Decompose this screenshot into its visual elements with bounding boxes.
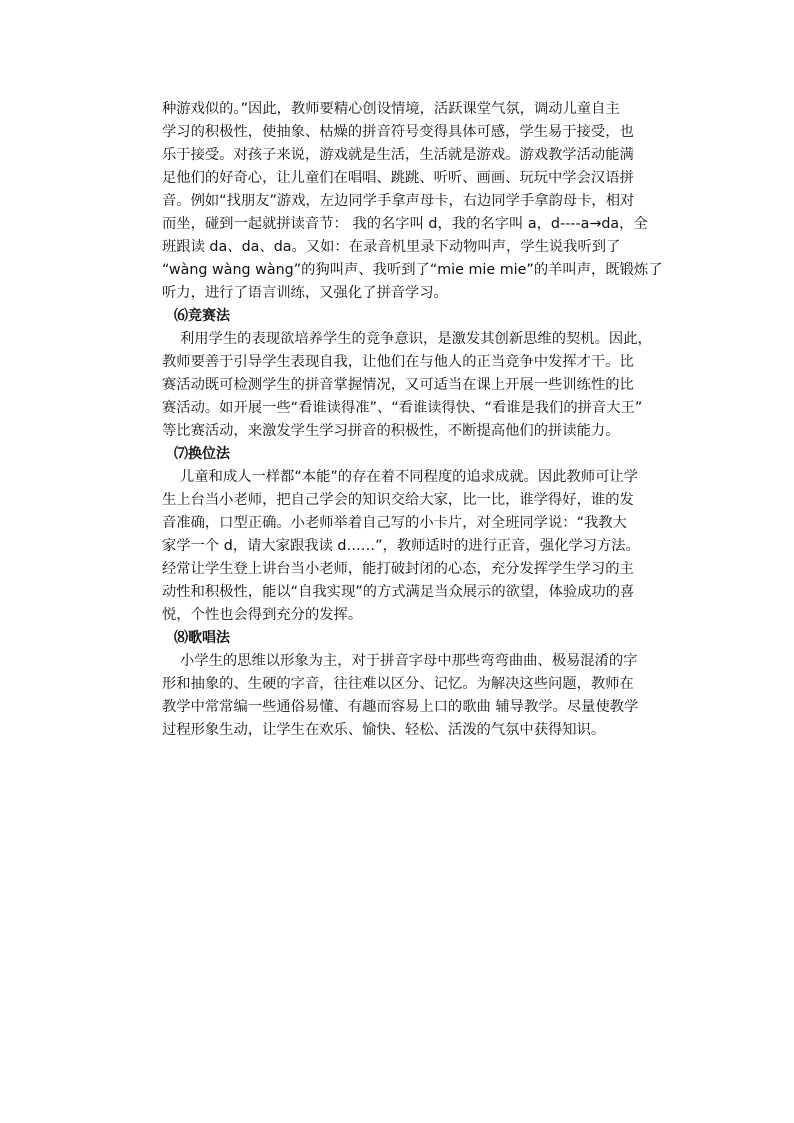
paragraph-line: 过程形象生动，让学生在欢乐、愉快、轻松、活泼的气氛中获得知识。 (162, 722, 606, 738)
paragraph-line: 家学一个 d，请大家跟我读 d……”，教师适时的进行正音，强化学习方法。 (162, 538, 640, 554)
paragraph-line: 教师要善于引导学生表现自我，让他们在与他人的正当竞争中发挥才干。比 (162, 354, 634, 370)
paragraph-line: 赛活动。如开展一些“看谁读得准”、“看谁读得快、“看谁是我们的拼音大王” (162, 400, 643, 416)
document-body (162, 98, 662, 742)
paragraph-line: 听力，进行了语言训练，又强化了拼音学习。 (162, 285, 448, 301)
paragraph-line: 乐于接受。对孩子来说，游戏就是生活，生活就是游戏。游戏教学活动能满 (162, 147, 634, 163)
paragraph-line: 小学生的思维以形象为主，对于拼音字母中那些弯弯曲曲、极易混淆的字 (180, 653, 638, 669)
paragraph-line: 音。例如“找朋友”游戏，左边同学手拿声母卡，右边同学手拿韵母卡，相对 (162, 193, 635, 209)
paragraph-line: 班跟读 da、da、da。又如：在录音机里录下动物叫声，学生说我听到了 (162, 239, 621, 255)
paragraph-line: 生上台当小老师，把自己学会的知识交给大家，比一比，谁学得好，谁的发 (162, 492, 634, 508)
paragraph-line: 种游戏似的。”因此，教师要精心创设情境，活跃课堂气氛，调动儿童自主 (162, 101, 620, 117)
paragraph-line: 儿童和成人一样都“本能”的存在着不同程度的追求成就。因此教师可让学 (180, 469, 639, 485)
paragraph-line: 形和抽象的、生硬的字音，往往难以区分、记忆。为解决这些问题，教师在 (162, 676, 634, 692)
paragraph-line: “wàng wàng wàng”的狗叫声、我听到了“mie mie mie”的羊叫声，既锻炼了 (162, 262, 663, 278)
paragraph-line: 等比赛活动，来激发学生学习拼音的积极性，不断提高他们的拼读能力。 (162, 423, 620, 439)
paragraph-line: 学习的积极性，使抽象、枯燥的拼音符号变得具体可感，学生易于接受，也 (162, 124, 634, 140)
paragraph-line: 足他们的好奇心，让儿童们在唱唱、跳跳、听听、画画、玩玩中学会汉语拼 (162, 170, 634, 186)
section-heading-singing: ⑻歌唱法 (174, 630, 230, 646)
paragraph-line: 悦，个性也会得到充分的发挥。 (162, 607, 363, 623)
paragraph-line: 音准确，口型正确。小老师举着自己写的小卡片，对全班同学说：“我教大 (162, 515, 627, 531)
paragraph-line: 经常让学生登上讲台当小老师，能打破封闭的心态，充分发挥学生学习的主 (162, 561, 634, 577)
paragraph-line: 而坐，碰到一起就拼读音节： 我的名字叫 d，我的名字叫 a，d----a→da，全 (162, 216, 648, 232)
paragraph-line: 动性和积极性，能以“自我实现”的方式满足当众展示的欲望，体验成功的喜 (162, 584, 635, 600)
paragraph-line: 利用学生的表现欲培养学生的竞争意识，是激发其创新思维的契机。因此， (180, 331, 652, 347)
paragraph-line: 教学中常常编一些通俗易懂、有趣而容易上口的歌曲 辅导教学。尽量使教学 (162, 699, 639, 715)
paragraph-line: 赛活动既可检测学生的拼音掌握情况，又可适当在课上开展一些训练性的比 (162, 377, 634, 393)
section-heading-role-swap: ⑺换位法 (174, 446, 230, 462)
section-heading-competition: ⑹竞赛法 (174, 308, 230, 324)
